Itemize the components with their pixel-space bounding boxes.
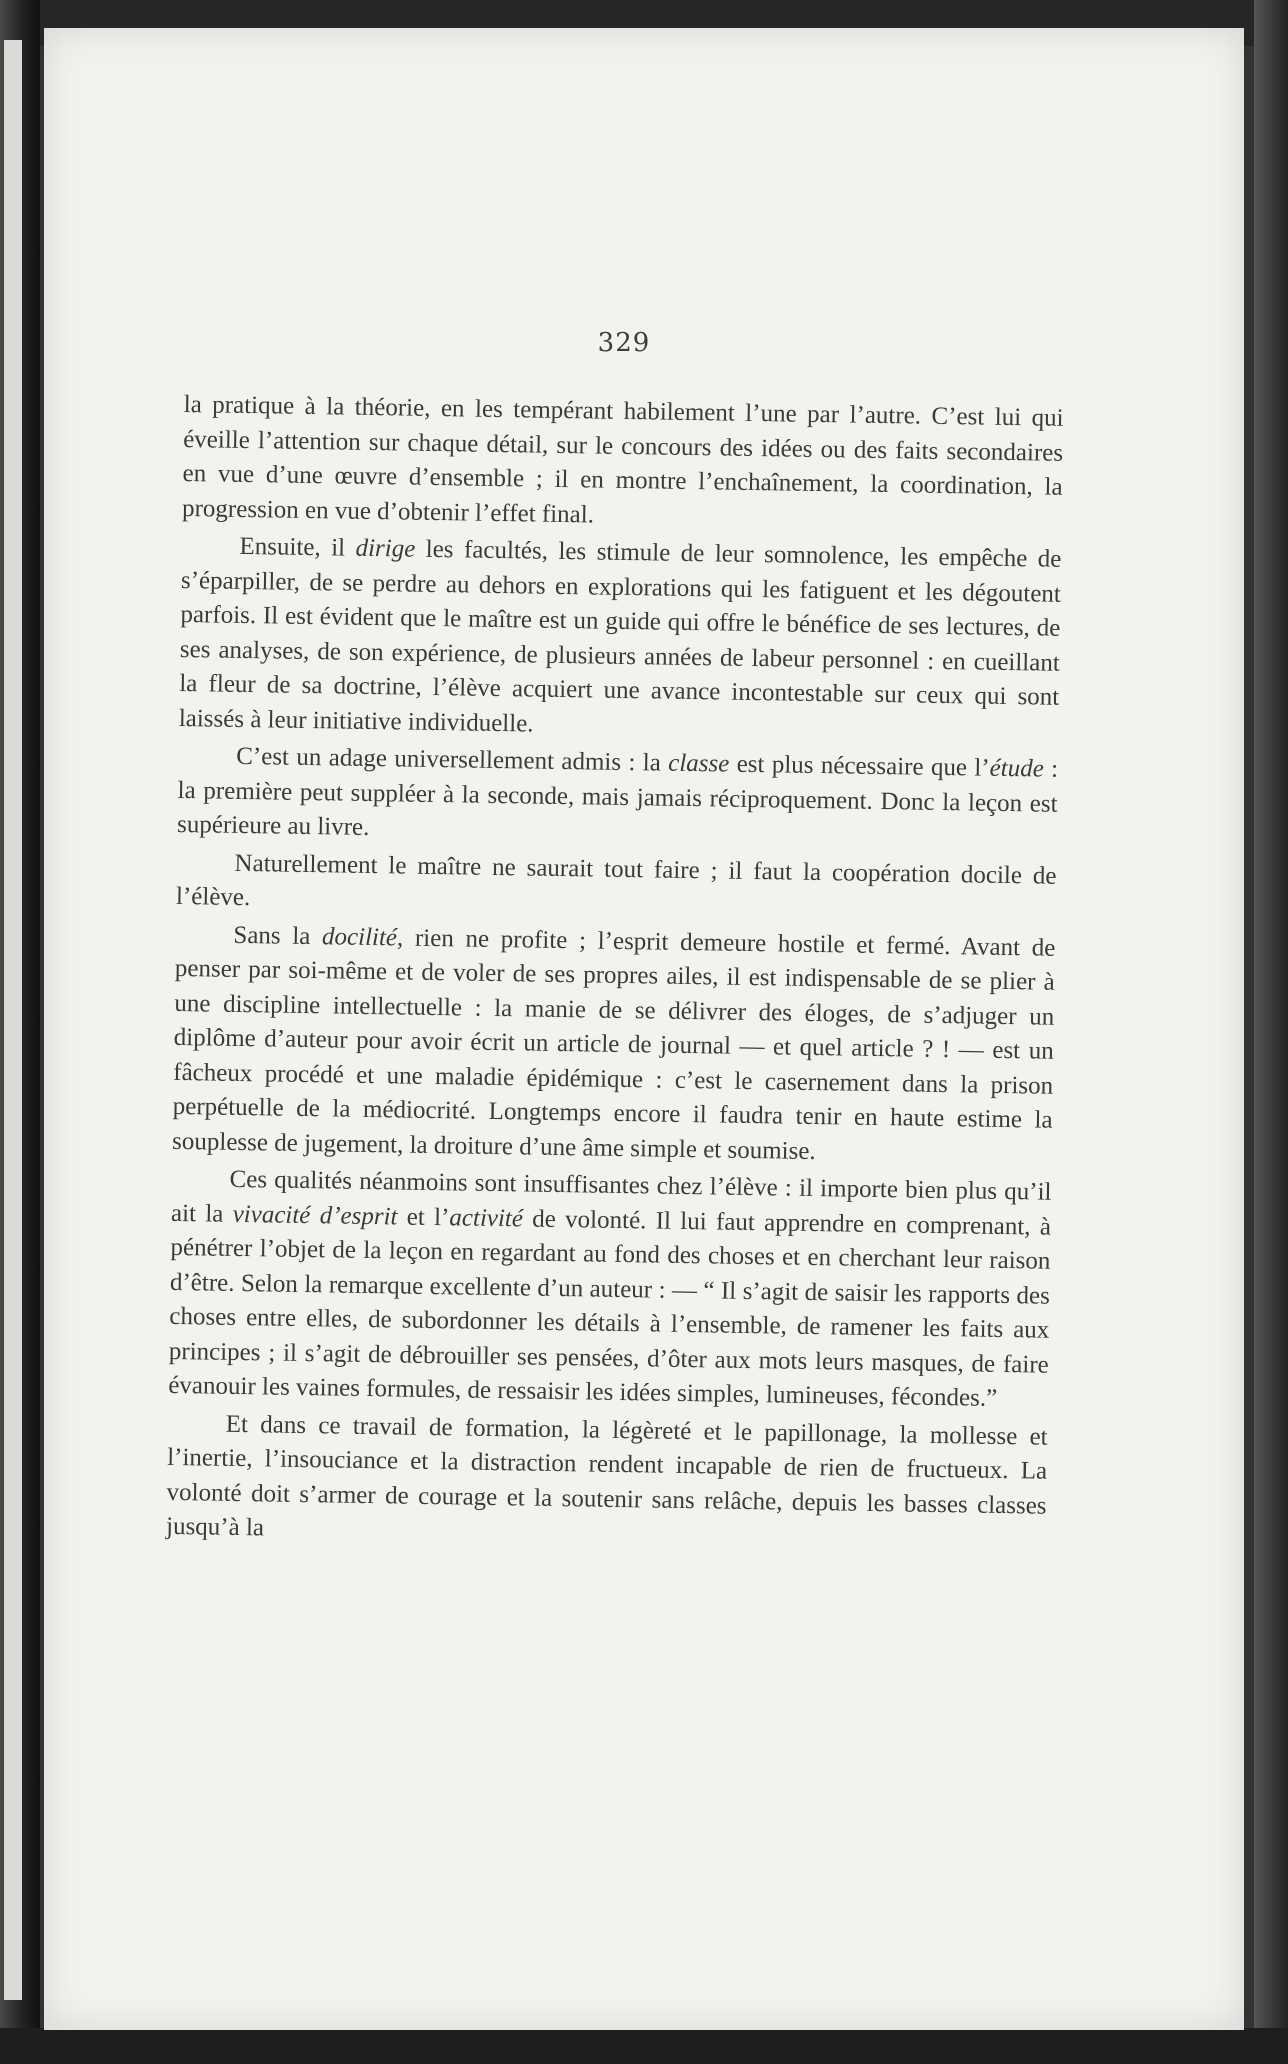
body-text [166,388,1064,1561]
italic-term: vivacité d’esprit [232,1200,398,1230]
page-number: 329 [597,328,651,358]
italic-term: classe [668,749,730,778]
scanner-right-edge [1254,0,1288,2064]
text-run: C’est un adage universellement admis : la [236,742,669,777]
adjacent-page-edge [4,40,22,2000]
text-run: Naturellement le maître ne saurait tout faire ; il faut la coopération docile de l’élève. [175,849,1057,912]
paragraph [177,739,1059,856]
text-run: la pratique à la théorie, en les tempérant habilement l’une par l’autre. C’est lui qui éveille l’attention sur chaque détail, sur le concours des idées ou des faits secondaires en vue d’une œuvre d’ensemble ; il en montre l’enchaînement, la coordination, la progression en vue d’obtenir l’effet final. [181,390,1064,528]
paragraph [179,529,1062,750]
paragraph [176,845,1057,928]
scanner-bottom-edge [0,2028,1288,2064]
text-run: : la première peut suppléer à la seconde, mais jamais réciproquement. Donc la leçon est supérieure au livre. [176,755,1059,841]
book-page [44,28,1244,2030]
paragraph [172,917,1056,1172]
italic-term: activité [449,1203,524,1232]
text-run: les facultés, les stimule de leur somnolence, les empêche de s’éparpiller, de se perdre au dehors en explorations qui les fatiguent et les dégoutent parfois. Il est évident que le maître est un guide qui offre le bénéfice de ses lectures, de ses analyses, de son expérience, de plusieurs années de labeur personnel : en cueillant la fleur de sa doctrine, l’élève acquiert une avance incontestable sur ceux qui sont laissés à leur initiative individuelle. [178,535,1062,738]
text-run: Ensuite, il [239,532,356,562]
text-run: et l’ [397,1202,450,1231]
text-run: , rien ne profite ; l’esprit demeure hostile et fermé. Avant de penser par soi-même et de voler de ses propres ailes, il est indispensable de se plier à une discipline intellectuelle : la manie de se délivrer des éloges, de s’adjuger un diplôme d’auteur pour avoir écrit un article de journal — et quel article ? ! — est un fâcheux procédé et une maladie épidémique : c’est le casernement dans la prison perpétuelle de la médiocrité. Longtemps encore il faudra tenir en haute estime la souplesse de jugement, la droiture d’une âme simple et soumise. [171,923,1056,1165]
paragraph [166,1406,1048,1558]
italic-term: docilité [321,922,398,951]
italic-term: étude [989,754,1045,783]
text-run: de volonté. Il lui faut apprendre en comprenant, à pénétrer l’objet de la leçon en regardant au fond des choses et en cherchant leur raison d’être. Selon la remarque excellente d’un auteur : — “ Il s’agit de saisir les rapports des choses entre elles, de subordonner les détails à l’ensemble, de ramener les faits aux principes ; il s’agit de débrouiller ses pensées, d’ôter aux mots leurs masques, de faire évanouir les vaines formules, de ressaisir les idées simples, lumineuses, fécondes.” [168,1204,1052,1412]
text-run: Et dans ce travail de formation, la légèreté et le papillonage, la mollesse et l’inertie, l’insouciance et la distraction rendent incapable de rien de fructueux. La volonté doit s’armer de courage et la soutenir sans relâche, depuis les basses classes jusqu’à la [165,1410,1048,1542]
paragraph [168,1162,1052,1417]
italic-term: dirige [355,534,416,563]
text-run: Sans la [233,921,323,950]
paragraph [182,388,1064,540]
text-run: est plus nécessaire que l’ [729,750,990,782]
text-run: Ces qualités néanmoins sont insuffisantes chez l’élève : il importe bien plus qu’il ait la [170,1165,1052,1228]
